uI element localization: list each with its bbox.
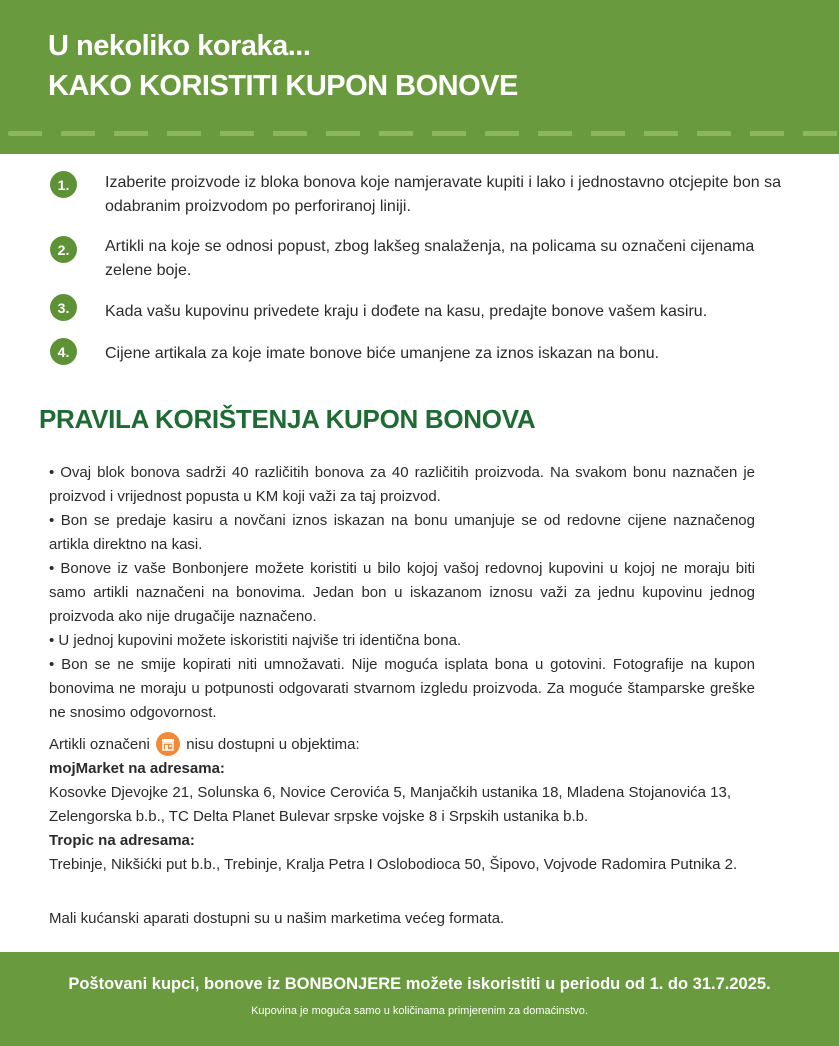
mojmarket-heading: mojMarket na adresama: (49, 760, 225, 778)
rule-item: • Ovaj blok bonova sadrži 40 različitih bonova za 40 različitih proizvoda. Na svakom bonu naznačen je proizvod i vrijednost popusta u KM koji važi za taj proizvod. (49, 464, 755, 505)
header-title: KAKO KORISTITI KUPON BONOVE (48, 70, 518, 102)
step-4-text: Cijene artikala za koje imate bonove biće umanjene za iznos iskazan na bonu. (105, 345, 660, 362)
rules-title: PRAVILA KORIŠTENJA KUPON BONOVA (39, 404, 536, 434)
footer-disclaimer: Kupovina je moguća samo u količinama primjerenim za domaćinstvo. (251, 1005, 588, 1017)
rule-item: • Bon se predaje kasiru a novčani iznos iskazan na bonu umanjuje se od redovne cijene naznačenog artikla direktno na kasi. (49, 512, 755, 553)
market-store-icon (156, 732, 180, 756)
perforation-divider (8, 131, 839, 136)
header-subtitle: U nekoliko koraka... (48, 30, 311, 62)
tropic-heading: Tropic na adresama: (49, 832, 195, 850)
rules-list (49, 461, 755, 725)
step-3-badge: 3. (50, 294, 77, 321)
step-4-badge: 4. (50, 338, 77, 365)
step-1-badge: 1. (50, 171, 77, 198)
availability-intro-after: nisu dostupni u objektima: (186, 736, 360, 753)
tropic-addresses: Trebinje, Nikšićki put b.b., Trebinje, Kralja Petra I Oslobodioca 50, Šipovo, Vojvode Radomira Putnika 2. (49, 856, 738, 874)
step-2-badge: 2. (50, 236, 77, 263)
header-banner (0, 0, 839, 154)
mojmarket-addresses: Kosovke Djevojke 21, Solunska 6, Novice Cerovića 5, Manjačkih ustanika 18, Mladena Stojanovića 13, Zelengorska b.b., TC Delta Planet Bulevar srpske vojske 8 i Srpskih ustanika b.b. (49, 784, 732, 826)
rule-item: • Bonove iz vaše Bonbonjere možete koristiti u bilo kojoj vašoj redovnoj kupovini u kojoj ne moraju biti samo artikli naznačeni na bonovima. Jedan bon u iskazanom iznosu važi za jednu kupovinu jednog proizvoda ako nije drugačije naznačeno. (49, 560, 755, 625)
step-1-text: Izaberite proizvode iz bloka bonova koje namjeravate kupiti i lako i jednostavno otcjepite bon sa odabranim proizvodom po perforiranoj liniji. (105, 174, 781, 215)
footer-banner (0, 952, 839, 1046)
small-appliances-note: Mali kućanski aparati dostupni su u našim marketima većeg formata. (49, 910, 505, 927)
rule-item: • Bon se ne smije kopirati niti umnožavati. Nije moguća isplata bona u gotovini. Fotografije na kupon bonovima ne moraju u potpunosti odgovarati stvarnom izgledu proizvoda. Za moguće štamparske greške ne snosimo odgovornost. (49, 656, 755, 721)
availability-intro-before: Artikli označeni (49, 736, 150, 753)
availability-intro (49, 733, 789, 757)
step-2-text: Artikli na koje se odnosi popust, zbog lakšeg snalaženja, na policama su označeni cijenama zelene boje. (105, 238, 755, 279)
rule-item: • U jednoj kupovini možete iskoristiti najviše tri identična bona. (49, 632, 462, 649)
availability-section (49, 733, 789, 877)
step-3-text: Kada vašu kupovinu privedete kraju i dođete na kasu, predajte bonove vašem kasiru. (105, 303, 708, 320)
footer-validity-text: Poštovani kupci, bonove iz BONBONJERE možete iskoristiti u periodu od 1. do 31.7.2025. (68, 975, 771, 993)
